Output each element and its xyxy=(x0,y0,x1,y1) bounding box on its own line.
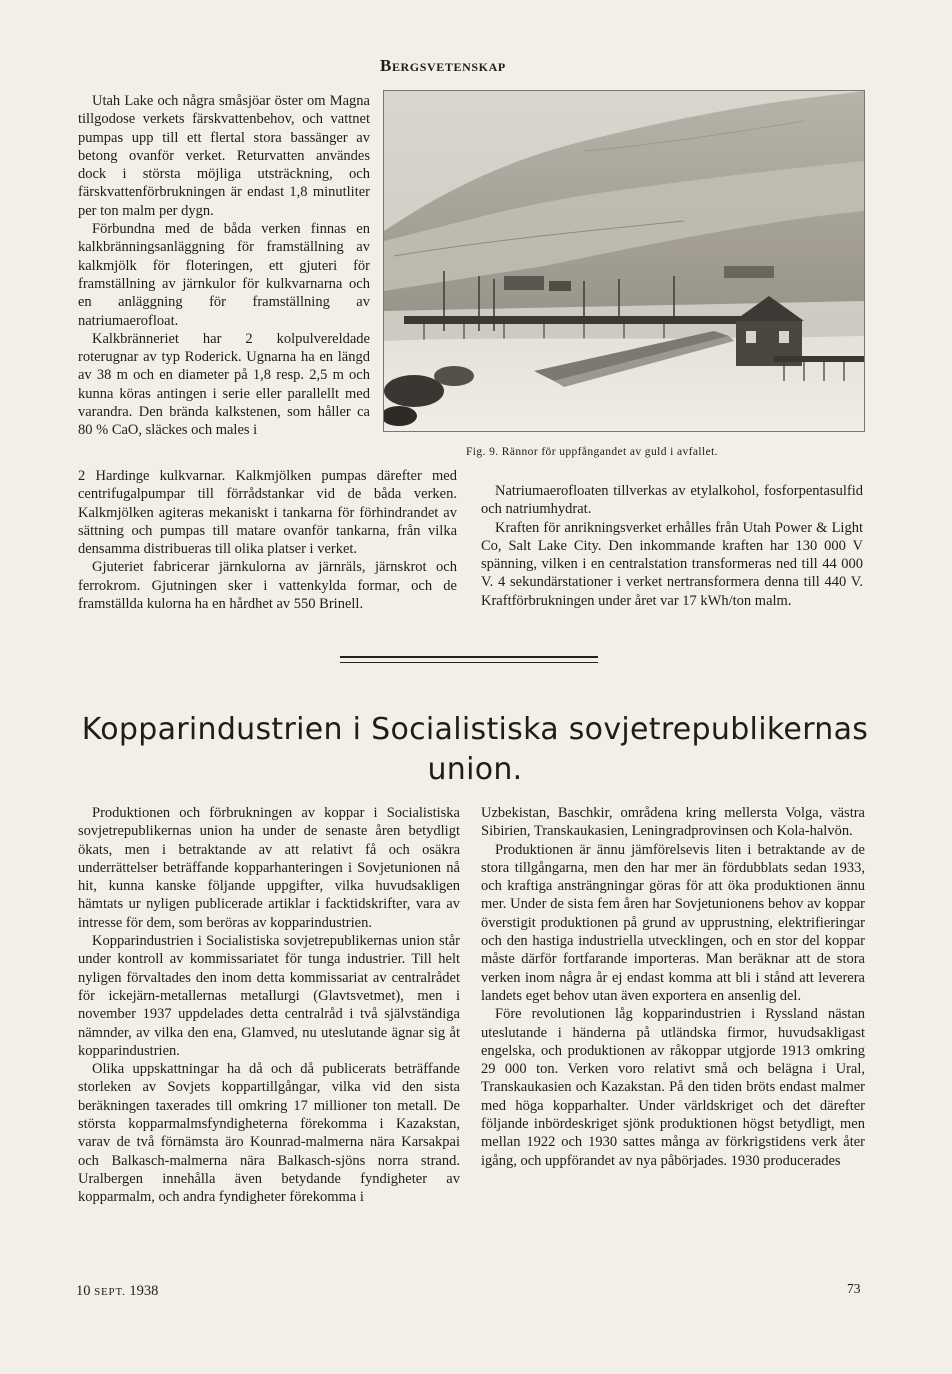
photo-illustration xyxy=(384,91,864,431)
paragraph: Förbundna med de båda verken finnas en kalkbränningsanläggning för framställning av kalkmjölk för floteringen, ett gjuteri för framställning av järnkulor för kulkvarnarna och en anläggning för framställning av natriumaerofloat. xyxy=(78,221,370,329)
issue-date xyxy=(76,1283,158,1300)
running-head: Bergsvetenskap xyxy=(380,56,506,75)
paragraph: Olika uppskattningar ha då och då publicerats beträffande storleken av Sovjets koppartillgångar, vilka vid den sista beräkningen taxerades till omkring 17 millioner ton metall. De största kopparmalmsfyndigheterna förekomma i Kazakstan, varav de två förnämsta äro Kounrad-malmerna nära Karsakpai och Balkasch-malmerna nära Balkasch-sjöns norra strand. Uralbergen innehålla även betydande fyndigheter av kopparmalm, och andra fyndigheter förekomma i xyxy=(78,1061,460,1206)
paragraph: Gjuteriet fabricerar järnkulorna av järnräls, järnskrot och ferrokrom. Gjutningen sker i vattenkylda formar, och de framställda kulorna ha en hårdhet av 550 Brinell. xyxy=(78,559,457,613)
paragraph: Produktionen och förbrukningen av koppar i Socialistiska sovjetrepublikernas union ha under de senaste åren betydligt ökats, men i betraktande av att relativt få och osäkra underrättelser beträffande kopparhanteringen i Sovjetunionen nå hit, kunna kanske följande uppgifter, vilka huvudsakligen hämtats ur nyligen publicerade artiklar i facktidskrifter, vara av intresse för dem, som beröras av kopparindustrien. xyxy=(78,805,460,931)
issue-day: 10 xyxy=(76,1283,91,1299)
issue-month: SEPT. xyxy=(94,1286,126,1298)
article-left-column xyxy=(78,804,460,1207)
paragraph: Före revolutionen låg kopparindustrien i Ryssland nästan uteslutande i händerna på utländska firmor, huvudsakligast engelska, och produktionen av råkoppar utgjorde 1913 omkring 29 000 ton. Verken voro relativt små och belägna i Ural, Transkaukasien och Kazakstan. På den tiden bröts endast malmer med höga kopparhalter. Under världskriget och det därefter följande inbördeskriget sjönk produktionen högst betydligt, men mellan 1922 och 1930 sattes många av förkrigstidens verk åter igång, och uppförandet av nya påbörjades. 1930 producerades xyxy=(481,1006,865,1169)
upper-left-column xyxy=(78,92,370,440)
section-divider xyxy=(340,656,598,658)
figure-caption: Fig. 9. Rännor för uppfångandet av guld i avfallet. xyxy=(466,446,718,458)
article-title: Kopparindustrien i Socialistiska sovjetrepublikernas union. xyxy=(81,712,869,787)
upper-left-wide-column xyxy=(78,467,457,613)
article-right-column xyxy=(481,804,865,1170)
section-divider xyxy=(340,662,598,663)
page-number: 73 xyxy=(847,1281,861,1296)
paragraph: 2 Hardinge kulkvarnar. Kalkmjölken pumpas därefter med centrifugalpumpar till förrådstankar vid de båda verken. Kalkmjölken agiteras mekaniskt i tankarna för förhindrandet av sättning och pumpas till matare ovanför tankarna, från vilka densamma distribueras till olika platser i verket. xyxy=(78,468,457,558)
paragraph: Kraften för anrikningsverket erhålles från Utah Power & Light Co, Salt Lake City. Den inkommande kraften har 130 000 V spänning, vilken i en centralstation transformeras ned till 44 000 V. 4 sekundärstationer i verket nertransformera denna till 440 V. Kraftförbrukningen under året var 17 kWh/ton malm. xyxy=(481,519,863,609)
paragraph: Natriumaerofloaten tillverkas av etylalkohol, fosforpentasulfid och natriumhydrat. xyxy=(481,483,863,518)
upper-right-column xyxy=(481,482,863,610)
issue-year: 1938 xyxy=(129,1283,159,1299)
paragraph: Kopparindustrien i Socialistiska sovjetrepublikernas union står under kontroll av kommissariatet för tunga industrier. Till helt nyligen förvaltades den inom detta kommissariat av centralrådet för ickejärn-metallernas metallurgi (Glavtsvetmet), men i november 1937 uppdelades detta centralråd i två självständiga nämnder, av vilka den ena, Glamved, nu uteslutande ägnar sig åt kopparindustrien. xyxy=(78,933,460,1059)
paragraph: Uzbekistan, Baschkir, områdena kring mellersta Volga, västra Sibirien, Transkaukasien, Leningradprovinsen och Kola-halvön. xyxy=(481,805,865,840)
paragraph: Produktionen är ännu jämförelsevis liten i betraktande av de stora tillgångarna, men den har mer än fördubblats sedan 1933, och kraftiga ansträngningar göras för att öka produktionen ännu mer. Under de sista fem åren har Sovjetunionens behov av koppar överstigit produktionen på grund av upprustning, elektrifieringar och den hastiga industriella utvecklingen, och en stor del koppar måste därför fortfarande importeras. Man beräknar att de stora verken inom några år ej endast komma att bli i stånd att leverera landets eget behov utan även exportera en ansenlig del. xyxy=(481,841,865,1004)
paragraph: Kalkbränneriet har 2 kolpulvereldade roterugnar av typ Roderick. Ugnarna ha en längd av 38 m och en diameter på 1,8 resp. 2,5 m och kunna köras antingen i serie eller parallellt med varandra. Den brända kalkstenen, som håller ca 80 % CaO, släckes och males i xyxy=(78,330,370,439)
paragraph: Utah Lake och några småsjöar öster om Magna tillgodose verkets färskvattenbehov, och vattnet pumpas upp till ett flertal stora bassänger av betong ovanför verket. Returvatten användes dock i största möjliga utsträckning, och färskvattenförbrukningen är endast 1,8 minutliter per ton malm per dygn. xyxy=(78,93,370,219)
industrial-landscape-photo xyxy=(383,90,865,432)
